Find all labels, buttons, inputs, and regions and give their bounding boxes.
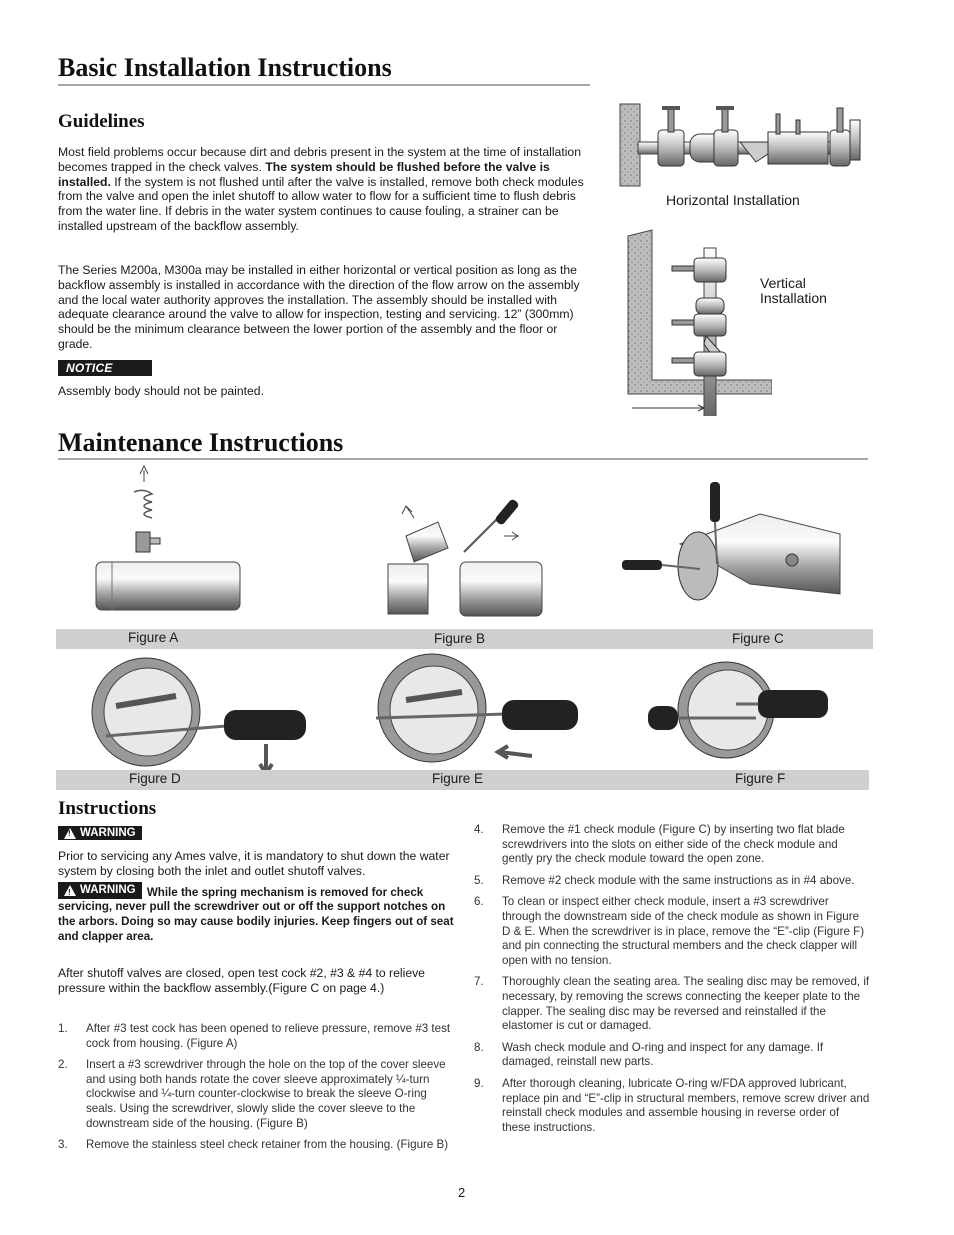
step-text: Remove the stainless steel check retainer from the housing. (Figure B) (86, 1138, 449, 1152)
guidelines-paragraph-2: The Series M200a, M300a may be installed in either horizontal or vertical position as long as the backflow assembly is installed in accordance with the direction of the flow arrow on the assembly and the local water authority approves the installation. The assembly should be installed with adequate clearance around the valve to allow for inspection, testing and servicing. 12” (300mm) should be the minimum clearance between the lower portion of the assembly and the floor or grade. (58, 263, 580, 351)
list-item (58, 1138, 456, 1153)
step-text: Remove #2 check module with the same instructions as in #4 above. (502, 873, 855, 887)
figure-d-label: Figure D (129, 771, 181, 786)
step-number: 6. (474, 895, 484, 909)
horizontal-installation-caption: Horizontal Installation (666, 192, 800, 208)
step-number: 1. (58, 1022, 68, 1035)
instructions-heading: Instructions (58, 798, 157, 819)
step-number: 9. (474, 1076, 484, 1090)
step-number: 8. (474, 1040, 484, 1054)
shutoff-paragraph: After shutoff valves are closed, open test cock #2, #3 & #4 to relieve pressure within the backflow assembly.(Figure C on page 4.) (58, 966, 425, 995)
warning-icon (64, 885, 76, 896)
notice-text: Assembly body should not be painted. (58, 384, 264, 398)
step-number: 7. (474, 975, 484, 989)
step-text: After #3 test cock has been opened to relieve pressure, remove #3 test cock from housing. (Figure A) (86, 1022, 451, 1050)
list-item (474, 823, 870, 867)
title-rule (58, 84, 590, 86)
vertical-installation-diagram (622, 228, 772, 416)
warning-badge-1: ! WARNING (58, 826, 142, 840)
list-item (58, 1058, 456, 1131)
horizontal-installation-diagram (618, 102, 868, 192)
figure-a-label: Figure A (128, 630, 179, 645)
maintenance-title: Maintenance Instructions (58, 428, 344, 457)
list-item (474, 874, 870, 889)
figure-f-label: Figure F (735, 771, 786, 786)
warning-text-1: Prior to servicing any Ames valve, it is mandatory to shut down the water system by closing both the inlet and outlet shutoff valves. (58, 849, 450, 878)
list-item (474, 895, 870, 968)
step-number: 5. (474, 873, 484, 887)
page-number: 2 (458, 1185, 466, 1200)
step-text: Thoroughly clean the seating area. The sealing disc may be removed, if necessary, by removing the screws connecting the keeper plate to the clapper. The sealing disc may be reversed and reinstalled if the elastomer is cut or damaged. (502, 975, 870, 1033)
list-item (474, 1041, 870, 1070)
figure-e-image (366, 652, 582, 772)
step-text: Insert a #3 screwdriver through the hole on the top of the cover sleeve and using both hands rotate the cover sleeve approximately ¼-turn clockwise and ¼-turn counter-clockwise to break the sleeve O-ring seals. Using the screwdriver, slowly slide the cover sleeve to the downstream side of the housing. (Figure B) (86, 1058, 446, 1130)
figure-f-image (646, 658, 830, 768)
step-number: 4. (474, 823, 484, 836)
vertical-installation-caption: Vertical Installation (760, 275, 827, 306)
warning-icon (64, 828, 76, 839)
step-text: Wash check module and O-ring and inspect for any damage. If damaged, reinstall new parts. (502, 1040, 824, 1069)
guidelines-paragraph-1: Most field problems occur because dirt and debris present in the system at the time of installation becomes trapped in the check valves. The system should be flushed before the valve is installed. If the system is not flushed until after the valve is installed, remove both check modules from the valve and open the inlet shutoff to allow water to flow for a sufficient time to flush debris from the water line. If debris in the water system continues to cause fouling, a strainer can be installed upstream of the backflow assembly. (58, 145, 584, 233)
basic-installation-title: Basic Installation Instructions (58, 53, 392, 82)
step-text: Remove the #1 check module (Figure C) by inserting two flat blade screwdrivers into the slots on either side of the check module and gently pry the check module toward the open zone. (502, 823, 845, 866)
step-number: 2. (58, 1058, 68, 1072)
figure-a-image (92, 462, 244, 622)
warning-text-2-block: ! WARNING While the spring mechanism is removed for check servicing, never pull the screwdriver out or off the support notches on the arbors. Doing so may cause bodily injuries. Keep fingers out of seat and clapper area. (58, 882, 458, 944)
step-number: 3. (58, 1138, 68, 1152)
figure-b-label: Figure B (434, 631, 486, 646)
guidelines-heading: Guidelines (58, 111, 145, 132)
figure-d-image (86, 656, 310, 778)
maintenance-rule (58, 458, 868, 460)
figure-b-image (384, 492, 546, 620)
figure-c-label: Figure C (732, 631, 784, 646)
list-item (474, 1077, 870, 1135)
steps-right-list (474, 823, 870, 1142)
figure-e-label: Figure E (432, 771, 484, 786)
step-text: To clean or inspect either check module, insert a #3 screwdriver through the downstream side of the check module as shown in Figure D & E. When the screwdriver is in place, remove the “E”-clip (Figure F) and pin connecting the structural members and the check clapper will open with no tension. (502, 895, 865, 967)
steps-left-list (58, 1022, 456, 1160)
list-item (474, 975, 870, 1033)
notice-badge: NOTICE (58, 360, 152, 376)
warning-badge-2: ! WARNING (58, 882, 142, 899)
step-text: After thorough cleaning, lubricate O-ring w/FDA approved lubricant, replace pin and “E”-clip in structural members, remove screw driver and reinstall check modules and assemble housing in reverse order of these instructions. (502, 1076, 870, 1134)
figure-c-image (620, 474, 846, 626)
list-item (58, 1022, 456, 1051)
